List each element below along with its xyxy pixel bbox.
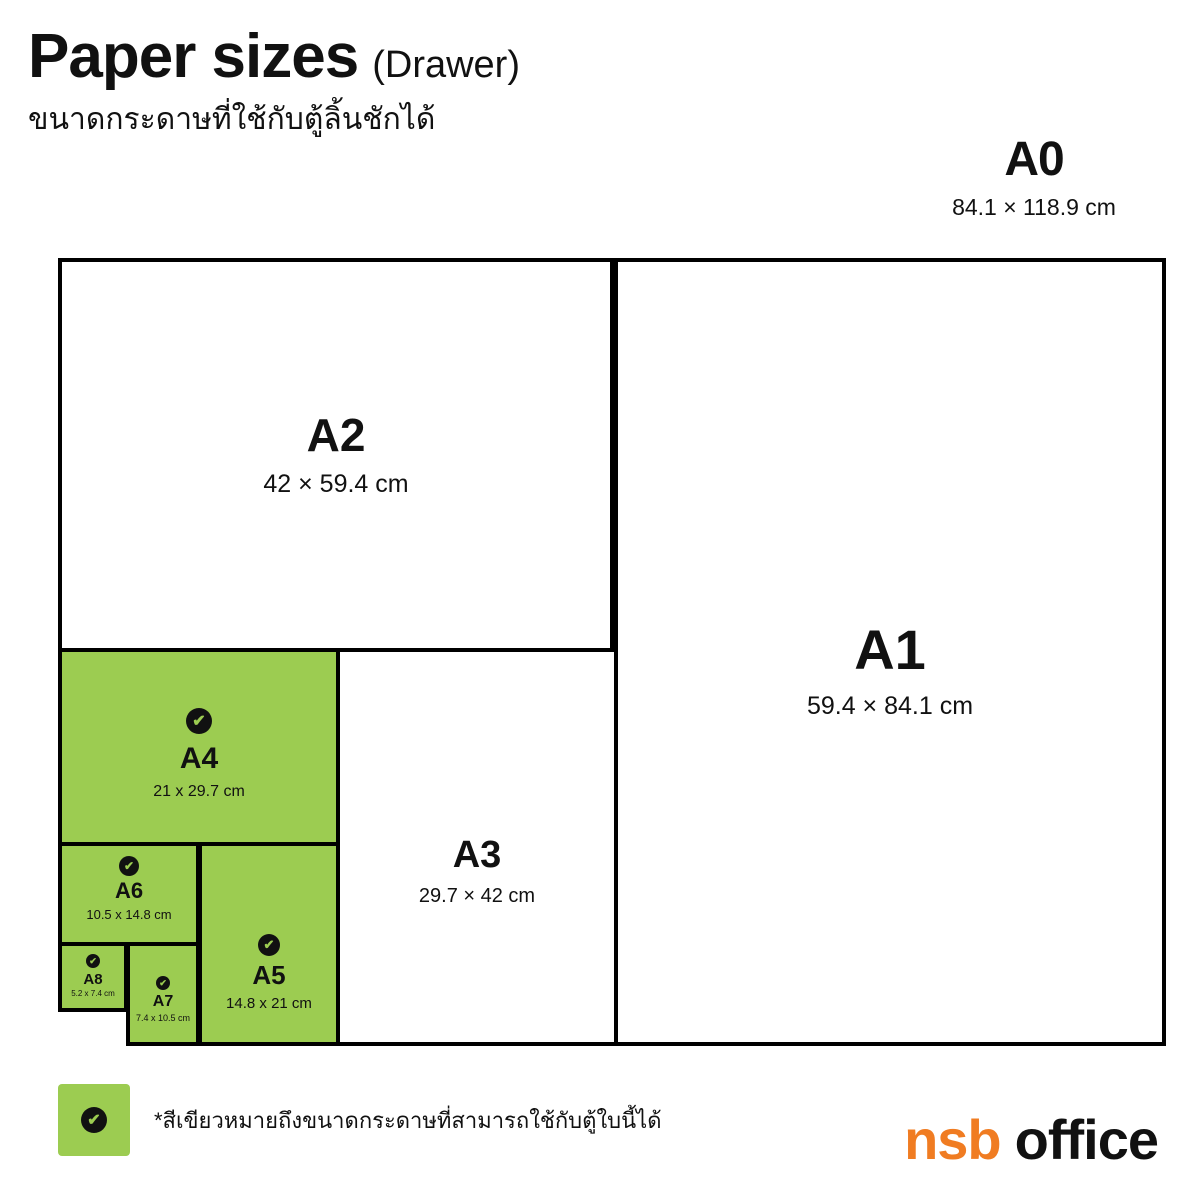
title-row xyxy=(28,22,520,91)
paper-box-a1 xyxy=(614,258,1166,1046)
paper-box-a4 xyxy=(58,648,340,846)
paper-dims-a3: 29.7 × 42 cm xyxy=(418,885,536,907)
paper-dims-a6: 10.5 x 14.8 cm xyxy=(86,907,172,922)
paper-name-a4: A4 xyxy=(179,742,219,775)
paper-label-a7 xyxy=(130,994,196,1023)
paper-dims-a7: 7.4 x 10.5 cm xyxy=(135,1013,191,1023)
legend xyxy=(58,1084,662,1156)
check-icon: ✔ xyxy=(86,954,100,968)
paper-dims-a1: 59.4 × 84.1 cm xyxy=(806,692,974,720)
paper-label-a3 xyxy=(340,836,614,906)
check-icon: ✔ xyxy=(81,1107,107,1133)
a0-label-block xyxy=(904,133,1164,221)
header xyxy=(28,22,520,138)
logo-word-text: office xyxy=(1014,1108,1158,1171)
paper-label-a5 xyxy=(202,962,336,1011)
paper-name-a5: A5 xyxy=(252,960,286,990)
paper-dims-a4: 21 x 29.7 cm xyxy=(153,783,245,800)
check-icon: ✔ xyxy=(156,976,170,990)
paper-name-a6: A6 xyxy=(114,878,144,903)
page-title: Paper sizes xyxy=(28,22,359,91)
paper-size-diagram xyxy=(58,258,1166,1046)
thai-subtitle: ขนาดกระดาษที่ใช้กับตู้ลิ้นชักได้ xyxy=(28,103,436,136)
a0-dimensions: 84.1 × 118.9 cm xyxy=(952,194,1116,220)
paper-dims-a5: 14.8 x 21 cm xyxy=(226,995,312,1012)
check-icon: ✔ xyxy=(186,708,212,734)
brand-logo xyxy=(904,1107,1158,1172)
legend-swatch xyxy=(58,1084,130,1156)
paper-box-a2 xyxy=(58,258,614,652)
paper-label-a2 xyxy=(62,409,610,498)
legend-note: *สีเขียวหมายถึงขนาดกระดาษที่สามารถใช้กับตู้ใบนี้ได้ xyxy=(154,1107,662,1133)
page-subtitle: (Drawer) xyxy=(372,44,520,86)
paper-name-a7: A7 xyxy=(152,993,174,1010)
paper-name-a8: A8 xyxy=(83,971,103,988)
paper-label-a8 xyxy=(62,972,124,998)
check-icon: ✔ xyxy=(119,856,139,876)
paper-box-a7 xyxy=(126,942,200,1046)
paper-dims-a8: 5.2 x 7.4 cm xyxy=(71,989,115,998)
paper-box-a5 xyxy=(198,842,340,1046)
paper-box-a8 xyxy=(58,942,128,1012)
logo-brand-text: nsb xyxy=(904,1108,1001,1171)
paper-box-a3 xyxy=(336,648,618,1046)
paper-dims-a2: 42 × 59.4 cm xyxy=(263,470,409,498)
paper-label-a1 xyxy=(618,618,1162,720)
paper-label-a6 xyxy=(62,880,196,921)
paper-box-a6 xyxy=(58,842,200,946)
a0-name: A0 xyxy=(1004,133,1064,186)
paper-name-a1: A1 xyxy=(854,618,926,681)
check-icon: ✔ xyxy=(258,934,280,956)
paper-label-a4 xyxy=(62,744,336,800)
paper-name-a3: A3 xyxy=(452,834,502,876)
paper-name-a2: A2 xyxy=(306,409,366,461)
